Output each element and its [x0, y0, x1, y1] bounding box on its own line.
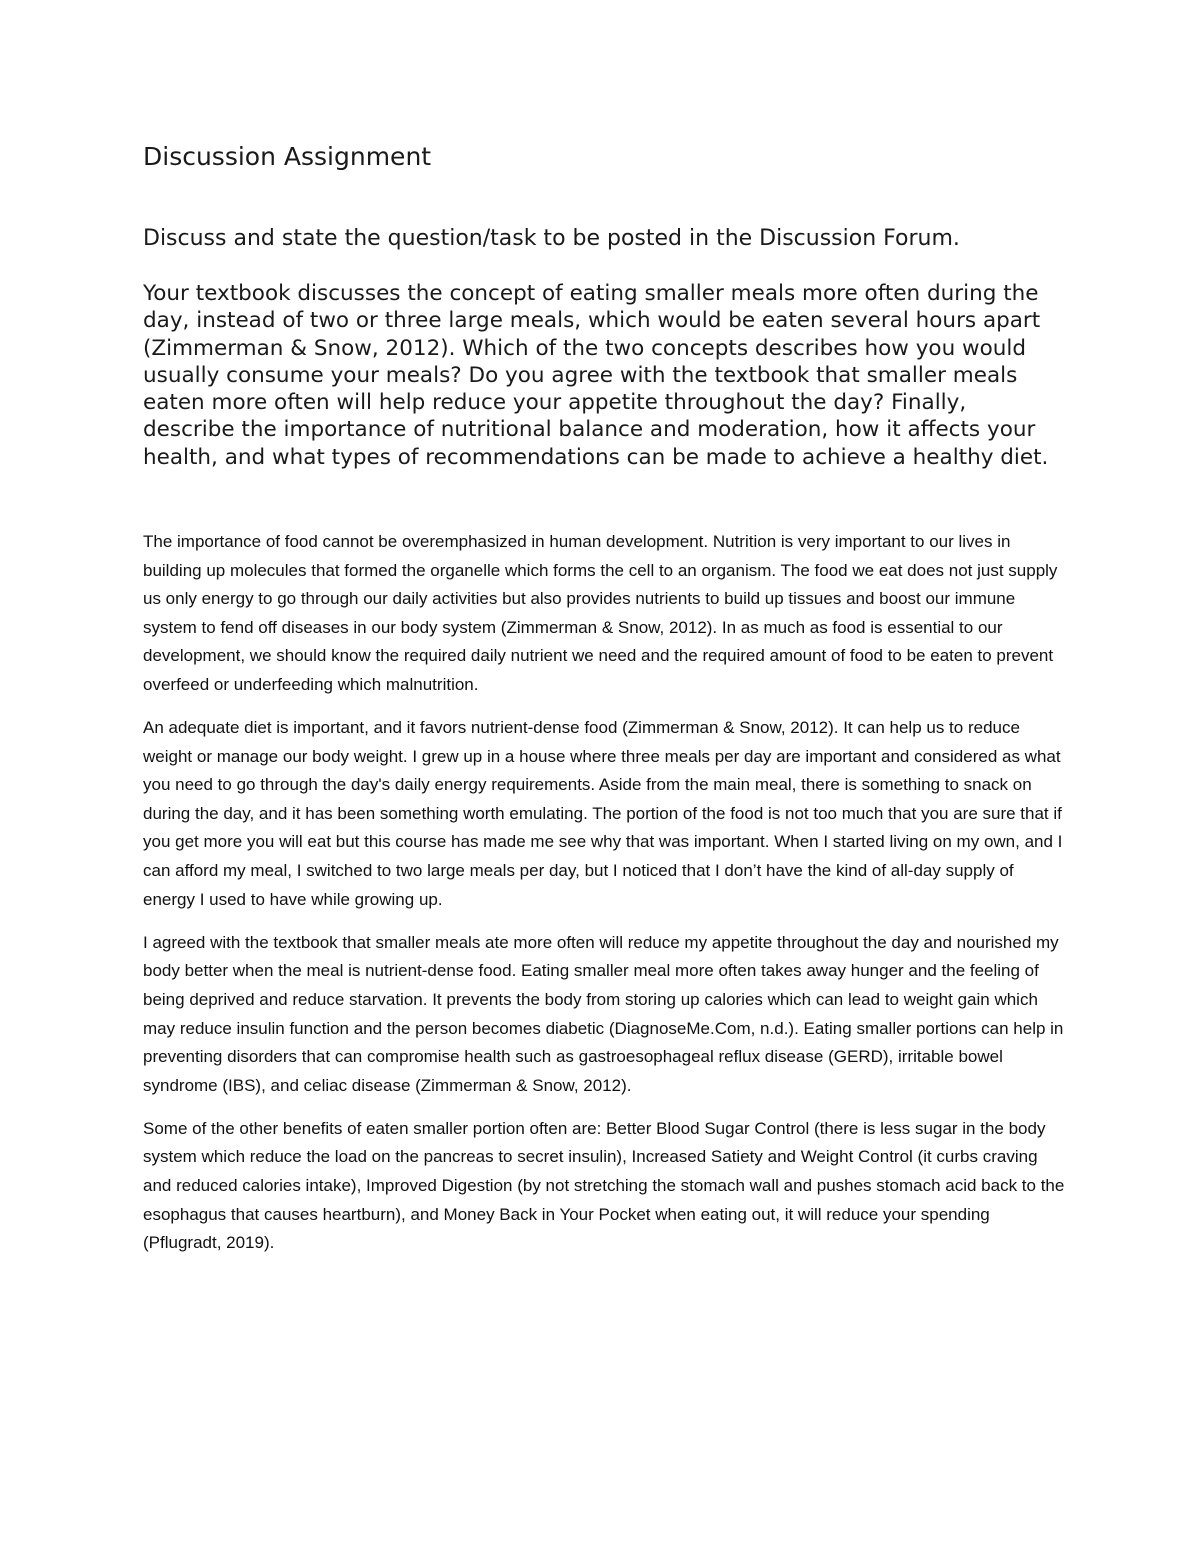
- answer-body: [143, 528, 1065, 1272]
- discussion-prompt: Your textbook discusses the concept of eating smaller meals more often during the day, instead of two or three large meals, which would be eaten several hours apart (Zimmerman & Snow, 2012). Which of the two concepts describes how you would usually consume your meals? Do you agree with the textbook that smaller meals eaten more often will help reduce your appetite throughout the day? Finally, describe the importance of nutritional balance and moderation, how it affects your health, and what types of recommendations can be made to achieve a healthy diet.: [143, 281, 1049, 470]
- answer-paragraph-4: Some of the other benefits of eaten smaller portion often are: Better Blood Sugar Control (there is less sugar in the body system which reduce the load on the pancreas to secret insulin), Increased Satiety and Weight Control (it curbs craving and reduced calories intake), Improved Digestion (by not stretching the stomach wall and pushes stomach acid back to the esophagus that causes heartburn), and Money Back in Your Pocket when eating out, it will reduce your spending (Pflugradt, 2019).: [143, 1118, 1065, 1253]
- answer-paragraph-2: An adequate diet is important, and it favors nutrient-dense food (Zimmerman & Snow, 2012). It can help us to reduce weight or manage our body weight. I grew up in a house where three meals per day are important and considered as what you need to go through the day's daily energy requirements. Aside from the main meal, there is something to snack on during the day, and it has been something worth emulating. The portion of the food is not too much that you are sure that if you get more you will eat but this course has made me see why that was important. When I started living on my own, and I can afford my meal, I switched to two large meals per day, but I noticed that I don’t have the kind of all-day supply of energy I used to have while growing up.: [143, 718, 1063, 909]
- answer-paragraph-3: I agreed with the textbook that smaller meals ate more often will reduce my appetite throughout the day and nourished my body better when the meal is nutrient-dense food. Eating smaller meal more often takes away hunger and the feeling of being deprived and reduce starvation. It prevents the body from storing up calories which can lead to weight gain which may reduce insulin function and the person becomes diabetic (DiagnoseMe.Com, n.d.). Eating smaller portions can help in preventing disorders that can compromise health such as gastroesophageal reflux disease (GERD), irritable bowel syndrome (IBS), and celiac disease (Zimmerman & Snow, 2012).: [143, 932, 1064, 1095]
- document-title: Discussion Assignment: [143, 142, 432, 171]
- answer-paragraph-1: The importance of food cannot be overemphasized in human development. Nutrition is very important to our lives in building up molecules that formed the organelle which forms the cell to an organism. The food we eat does not just supply us only energy to go through our daily activities but also provides nutrients to build up tissues and boost our immune system to fend off diseases in our body system (Zimmerman & Snow, 2012). In as much as food is essential to our development, we should know the required daily nutrient we need and the required amount of food to be eaten to prevent overfeed or underfeeding which malnutrition.: [143, 532, 1058, 694]
- task-heading: Discuss and state the question/task to be posted in the Discussion Forum.: [143, 226, 960, 251]
